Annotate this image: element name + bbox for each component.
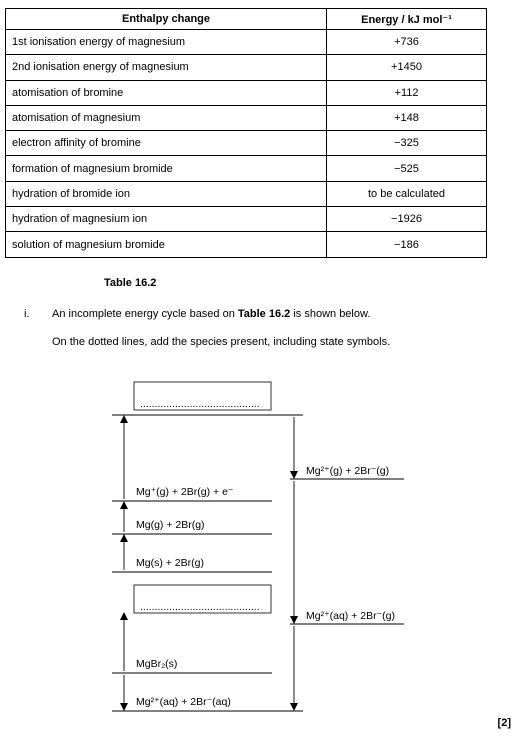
row-value: +1450 [327,55,487,80]
level-label-mg-g: Mg(g) + 2Br(g) [136,519,205,531]
question-line-1 [52,308,370,320]
row-label: hydration of magnesium ion [6,207,327,232]
row-label: electron affinity of bromine [6,131,327,156]
row-label: atomisation of bromine [6,80,327,105]
question-line-2: On the dotted lines, add the species present, including state symbols. [52,336,391,348]
level-label-mg-s: Mg(s) + 2Br(g) [136,557,204,569]
table-row [6,80,487,105]
question-line-1-start: An incomplete energy cycle based on [52,308,238,320]
level-label-mgbr2: MgBr₂(s) [136,658,178,670]
table-row [6,156,487,181]
row-label: 2nd ionisation energy of magnesium [6,55,327,80]
level-label-right-upper: Mg²⁺(g) + 2Br⁻(g) [306,465,390,477]
level-label-mg-plus: Mg⁺(g) + 2Br(g) + e⁻ [136,486,234,498]
row-value: +736 [327,30,487,55]
row-label: 1st ionisation energy of magnesium [6,30,327,55]
marks-label: [2] [497,717,511,729]
middle-answer-dots[interactable]: ......................................... [140,601,260,613]
row-value: −186 [327,232,487,257]
level-label-right-lower: Mg²⁺(aq) + 2Br⁻(g) [306,610,395,622]
table-row [6,207,487,232]
table-row [6,232,487,257]
column-header-enthalpy-change: Enthalpy change [6,9,327,30]
column-header-energy: Energy / kJ mol⁻¹ [327,9,487,30]
row-label: formation of magnesium bromide [6,156,327,181]
row-label: atomisation of magnesium [6,105,327,130]
level-label-bottom: Mg²⁺(aq) + 2Br⁻(aq) [136,696,231,708]
row-value: +112 [327,80,487,105]
enthalpy-table [5,8,487,258]
row-label: solution of magnesium bromide [6,232,327,257]
energy-cycle-diagram [0,360,521,720]
question-line-1-bold: Table 16.2 [237,308,291,320]
row-label: hydration of bromide ion [6,181,327,206]
row-value: to be calculated [327,181,487,206]
table-row [6,131,487,156]
row-value: −325 [327,131,487,156]
table-row [6,181,487,206]
question-number: i. [24,308,30,320]
row-value: −1926 [327,207,487,232]
row-value: +148 [327,105,487,130]
table-row [6,30,487,55]
table-row [6,55,487,80]
row-value: −525 [327,156,487,181]
table-header-row [6,9,487,30]
question-line-1-end: is shown below. [290,308,371,320]
table-caption: Table 16.2 [104,277,157,289]
table-row [6,105,487,130]
top-answer-dots[interactable]: ......................................... [140,398,260,410]
